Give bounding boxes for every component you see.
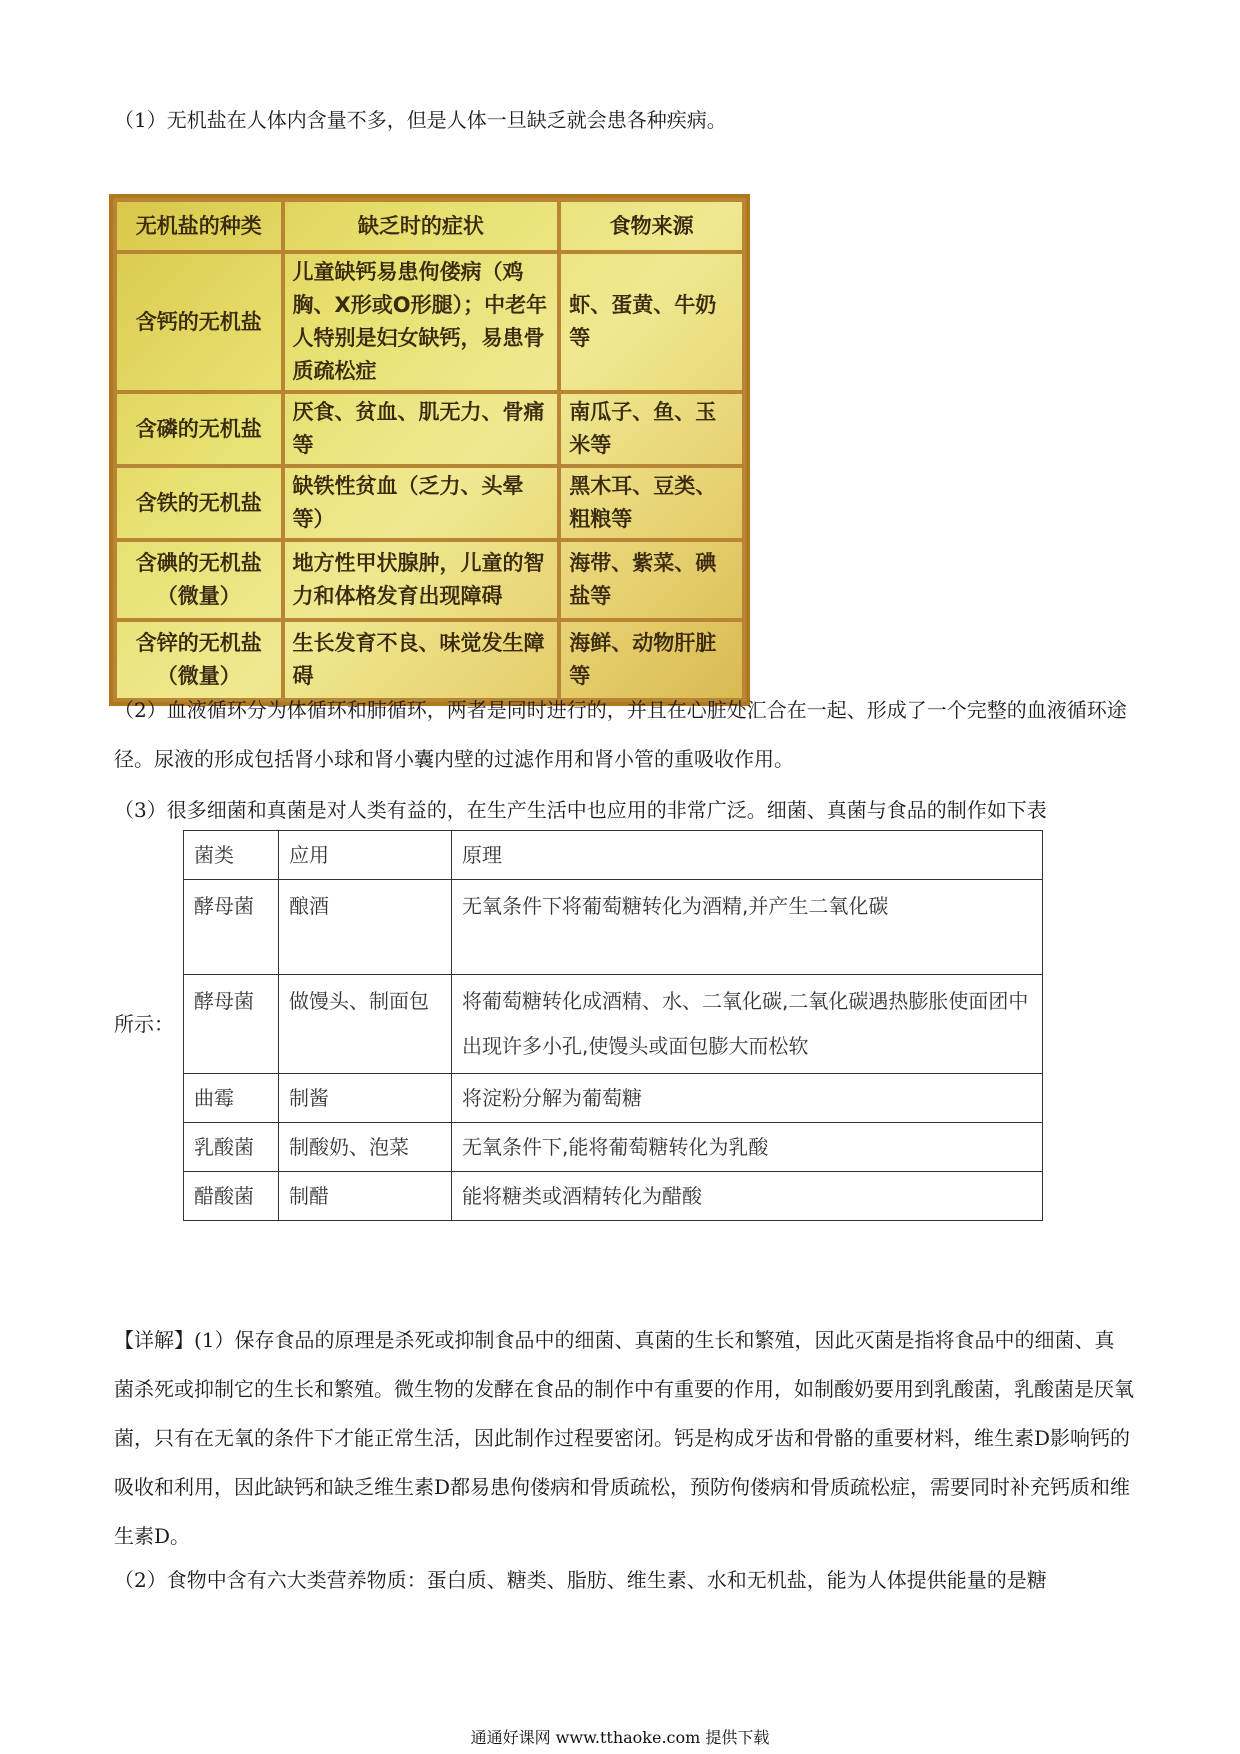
page-footer: 通通好课网 www.tthaoke.com 提供下载	[470, 1728, 770, 1747]
symptom-cell: 厌食、贫血、肌无力、骨痛等	[283, 392, 560, 466]
kind-cell: 含锌的无机盐（微量）	[115, 620, 283, 700]
paragraph-2: （2）血液循环分为体循环和肺循环，两者是同时进行的，并且在心脏处汇合在一起、形成了一个完整的血液循环途径。尿液的形成包括肾小球和肾小囊内壁的过滤作用和肾小管的重吸收作用。	[114, 698, 1127, 771]
header-kind: 无机盐的种类	[115, 200, 283, 252]
source-cell: 海鲜、动物肝脏等	[559, 620, 744, 700]
header-source: 食物来源	[559, 200, 744, 252]
use-cell: 制酱	[279, 1074, 452, 1123]
table-row	[115, 392, 744, 466]
table-row	[184, 1172, 1043, 1221]
table-row	[184, 880, 1043, 975]
table-header-row	[184, 831, 1043, 880]
header-type: 菌类	[184, 831, 279, 880]
symptom-cell: 儿童缺钙易患佝偻病（鸡胸、X形或O形腿）；中老年人特别是妇女缺钙，易患骨质疏松症	[283, 252, 560, 392]
detail-paragraph-1: 【详解】(1）保存食品的原理是杀死或抑制食品中的细菌、真菌的生长和繁殖，因此灭菌是指将食品中的细菌、真菌杀死或抑制它的生长和繁殖。微生物的发酵在食品的制作中有重要的作用，如制酸奶要用到乳酸菌，乳酸菌是厌氧菌，只有在无氧的条件下才能正常生活，因此制作过程要密闭。钙是构成牙齿和骨骼的重要材料，维生素D影响钙的吸收和利用，因此缺钙和缺乏维生素D都易患佝偻病和骨质疏松，预防佝偻病和骨质疏松症，需要同时补充钙质和维生素D。	[114, 1328, 1134, 1548]
type-cell: 醋酸菌	[184, 1172, 279, 1221]
kind-cell: 含磷的无机盐	[115, 392, 283, 466]
table-row	[115, 540, 744, 620]
symptom-cell: 生长发育不良、味觉发生障碍	[283, 620, 560, 700]
type-cell: 乳酸菌	[184, 1123, 279, 1172]
paragraph-3: （3）很多细菌和真菌是对人类有益的，在生产生活中也应用的非常广泛。细菌、真菌与食品的制作如下表	[114, 798, 1047, 822]
paragraph-1: （1）无机盐在人体内含量不多，但是人体一旦缺乏就会患各种疾病。	[114, 108, 727, 132]
header-use: 应用	[279, 831, 452, 880]
table-row	[184, 975, 1043, 1074]
table-row	[184, 1074, 1043, 1123]
table-row	[115, 252, 744, 392]
kind-cell: 含钙的无机盐	[115, 252, 283, 392]
symptom-cell: 缺铁性贫血（乏力、头晕等）	[283, 466, 560, 540]
use-cell: 做馒头、制面包	[279, 975, 452, 1074]
source-cell: 虾、蛋黄、牛奶等	[559, 252, 744, 392]
table-header-row	[115, 200, 744, 252]
principle-cell: 将葡萄糖转化成酒精、水、二氧化碳,二氧化碳遇热膨胀使面团中出现许多小孔,使馒头或面包膨大而松软	[452, 975, 1043, 1074]
principle-cell: 能将糖类或酒精转化为醋酸	[452, 1172, 1043, 1221]
use-cell: 制酸奶、泡菜	[279, 1123, 452, 1172]
source-cell: 黑木耳、豆类、粗粮等	[559, 466, 744, 540]
type-cell: 酵母菌	[184, 880, 279, 975]
type-cell: 酵母菌	[184, 975, 279, 1074]
principle-cell: 将淀粉分解为葡萄糖	[452, 1074, 1043, 1123]
table-row	[184, 1123, 1043, 1172]
symptom-cell: 地方性甲状腺肿，儿童的智力和体格发育出现障碍	[283, 540, 560, 620]
type-cell: 曲霉	[184, 1074, 279, 1123]
kind-cell: 含铁的无机盐	[115, 466, 283, 540]
use-cell: 制醋	[279, 1172, 452, 1221]
source-cell: 南瓜子、鱼、玉米等	[559, 392, 744, 466]
header-principle: 原理	[452, 831, 1043, 880]
table-row	[115, 466, 744, 540]
kind-cell: 含碘的无机盐（微量）	[115, 540, 283, 620]
detail-paragraph-2: （2）食物中含有六大类营养物质：蛋白质、糖类、脂肪、维生素、水和无机盐，能为人体提供能量的是糖	[114, 1568, 1047, 1592]
principle-cell: 无氧条件下将葡萄糖转化为酒精,并产生二氧化碳	[452, 880, 1043, 975]
principle-cell: 无氧条件下,能将葡萄糖转化为乳酸	[452, 1123, 1043, 1172]
use-cell: 酿酒	[279, 880, 452, 975]
header-symptom: 缺乏时的症状	[283, 200, 560, 252]
source-cell: 海带、紫菜、碘盐等	[559, 540, 744, 620]
mineral-salt-table	[113, 198, 746, 702]
fungi-application-table	[183, 830, 1043, 1221]
paragraph-3-tail: 所示：	[114, 1012, 174, 1036]
